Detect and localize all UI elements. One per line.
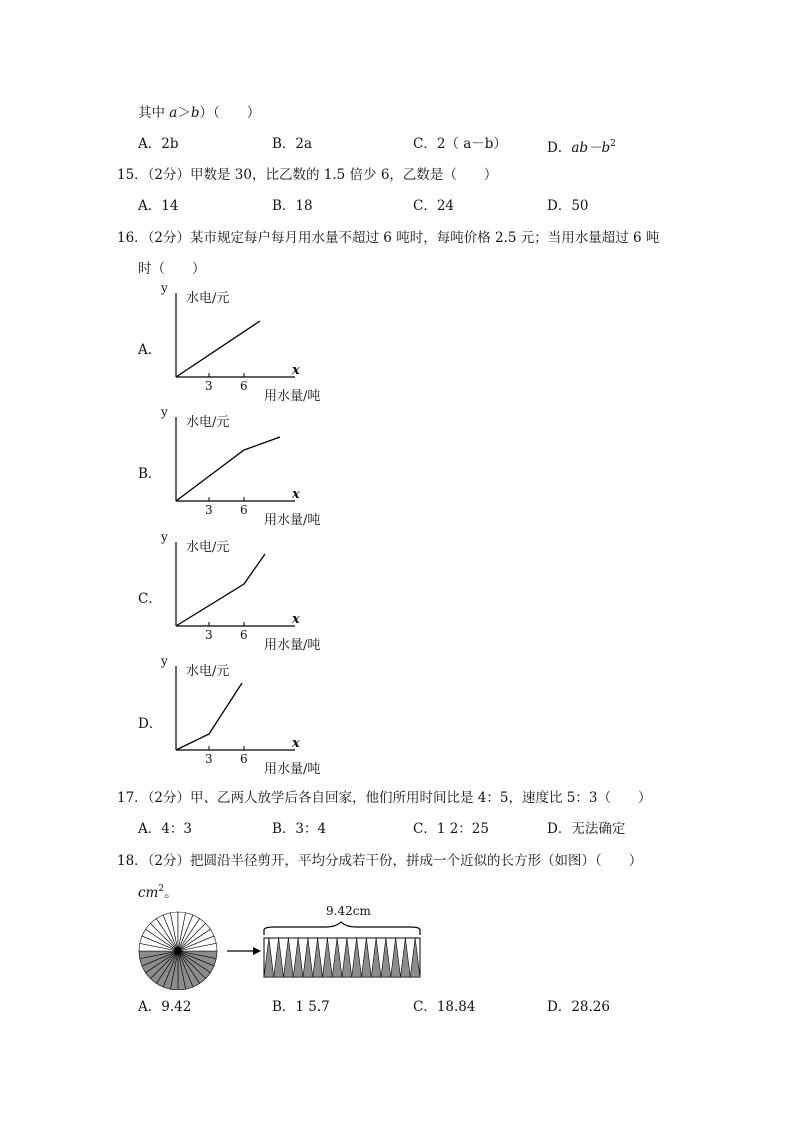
q16-option-b-letter[interactable]: B． — [138, 466, 162, 482]
q14-b-label: B． — [272, 136, 296, 152]
q14-b-value: 2a — [295, 136, 313, 152]
q15-option-d[interactable]: D．50 — [547, 198, 589, 214]
q18-stem-line1: 18．（2分）把圆沿半径剪开，平均分成若干份，拼成一个近似的长方形（如图）（ ） — [117, 853, 643, 869]
tick-label-6: 6 — [240, 379, 248, 393]
q18-option-d[interactable]: D．28.26 — [547, 999, 610, 1015]
q18-stem-line2 — [138, 880, 178, 902]
q14-d-label: D． — [547, 140, 572, 156]
q16-option-d-letter[interactable]: D． — [138, 716, 163, 732]
cost-line — [176, 437, 280, 501]
q15-option-b[interactable]: B．18 — [272, 198, 313, 214]
q16-option-a-letter[interactable]: A． — [138, 342, 162, 358]
tick-label-6: 6 — [240, 752, 248, 766]
y-axis-label: 水电/元 — [186, 540, 230, 555]
tick-label-3: 3 — [205, 752, 213, 766]
q17-option-d[interactable]: D．无法确定 — [547, 821, 626, 837]
q18-option-c[interactable]: C．18.84 — [413, 999, 476, 1015]
q16-graph-c[interactable] — [161, 530, 335, 657]
tick-label-3: 3 — [205, 628, 213, 642]
q15-option-a[interactable]: A．14 — [138, 198, 179, 214]
q14-a-value: 2b — [161, 136, 179, 152]
q14-gt: ＞ — [177, 105, 191, 121]
q14-var-b: b — [190, 105, 200, 121]
q16-graph-a[interactable] — [161, 281, 335, 408]
y-axis-label: 水电/元 — [186, 415, 230, 430]
y-axis-letter: y — [161, 654, 168, 668]
cost-line — [176, 683, 242, 750]
q18-end: 。 — [164, 885, 178, 901]
cost-line — [176, 554, 265, 626]
q16-stem-line1: 16．（2分）某市规定每户每月用水量不超过 6 吨时，每吨价格 2.5 元；当用水量超过 6 吨 — [117, 230, 660, 246]
q14-c-label: C． — [413, 136, 437, 152]
x-axis-letter: x — [292, 736, 300, 751]
q16-option-c-letter[interactable]: C． — [138, 591, 162, 607]
x-axis-letter: x — [292, 487, 300, 502]
q16-graph-b[interactable] — [161, 405, 335, 532]
q14-option-c[interactable] — [413, 135, 507, 153]
y-axis-label: 水电/元 — [186, 664, 230, 679]
x-axis-label: 用水量/吨 — [264, 389, 321, 404]
q14-d-sup: 2 — [610, 139, 616, 149]
x-axis-label: 用水量/吨 — [264, 513, 321, 528]
y-axis-letter: y — [161, 281, 168, 295]
q16-graph-d[interactable] — [161, 654, 335, 781]
q18-unit-sup: 2 — [158, 884, 165, 894]
q17-option-b[interactable]: B．3：4 — [272, 821, 327, 837]
q15-stem: 15．（2分）甲数是 30，比乙数的 1.5 倍少 6，乙数是（ ） — [117, 167, 498, 183]
y-axis-letter: y — [161, 530, 168, 544]
q18-figure-svg — [135, 905, 430, 990]
tick-label-6: 6 — [240, 628, 248, 642]
q14-suffix: ）（ ） — [199, 105, 261, 121]
q14-var-a: a — [169, 105, 178, 121]
q18-figure-label: 9.42cm — [326, 904, 371, 918]
q16-stem-line2: 时（ ） — [138, 261, 206, 277]
sector-circle — [139, 912, 217, 990]
q18-unit: cm — [138, 885, 159, 901]
x-axis-label: 用水量/吨 — [264, 762, 321, 777]
q17-option-a[interactable]: A．4：3 — [138, 821, 192, 837]
q14-option-d[interactable] — [547, 135, 616, 157]
length-brace — [264, 922, 420, 935]
q18-option-a[interactable]: A．9.42 — [138, 999, 192, 1015]
q14-option-b[interactable] — [272, 135, 312, 153]
q18-figure — [135, 905, 430, 990]
y-axis-label: 水电/元 — [186, 291, 230, 306]
tick-label-6: 6 — [240, 503, 248, 517]
tick-label-3: 3 — [205, 379, 213, 393]
approx-rectangle — [264, 938, 420, 977]
q18-option-b[interactable]: B．1 5.7 — [272, 999, 330, 1015]
q14-prefix: 其中 — [138, 105, 170, 121]
cost-line — [176, 321, 260, 377]
x-axis-label: 用水量/吨 — [264, 638, 321, 653]
tick-label-3: 3 — [205, 503, 213, 517]
q17-stem: 17．（2分）甲、乙两人放学后各自回家，他们所用时间比是 4：5，速度比 5：3（ ） — [117, 790, 652, 806]
q14-option-a[interactable] — [138, 135, 178, 153]
q14-a-label: A． — [138, 136, 162, 152]
q14-d-value: ab－b — [571, 140, 611, 156]
q14-stem-tail — [138, 104, 260, 122]
q14-c-value: 2（ a－b） — [436, 136, 507, 152]
y-axis-letter: y — [161, 405, 168, 419]
q17-option-c[interactable]: C．1 2：25 — [413, 821, 489, 837]
x-axis-letter: x — [292, 612, 300, 627]
arrow-head — [253, 947, 261, 955]
x-axis-letter: x — [292, 363, 300, 378]
q15-option-c[interactable]: C．24 — [413, 198, 455, 214]
